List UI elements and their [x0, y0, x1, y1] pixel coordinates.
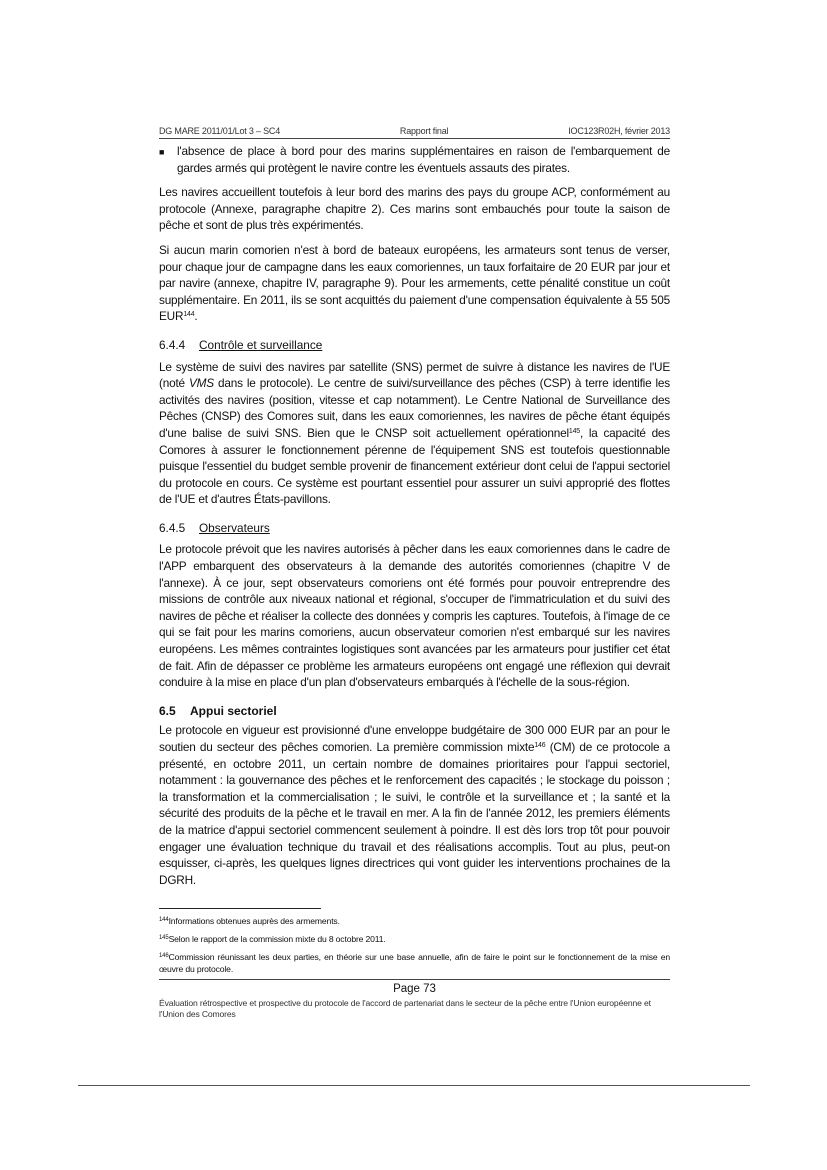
- footnote-separator: [159, 908, 321, 909]
- bullet-square-icon: ■: [159, 147, 165, 157]
- section-heading-644: [159, 337, 670, 354]
- bullet-text: l'absence de place à bord pour des marins supplémentaires en raison de l'embarquement de gardes armés qui protègent le navire contre les éventuels assauts des pirates.: [177, 144, 670, 175]
- paragraph-sectoral-support: Le protocole en vigueur est provisionné d'une enveloppe budgétaire de 300 000 EUR par an pour le soutien du secteur des pêches comorien. La première commission mixte$^{146}$ (CM) de ce protocole a présenté, en octobre 2011, un certain nombre de domaines prioritaires pour l'appui sectoriel, notamment : la gouvernance des pêches et le renforcement des capacités ; le stockage du poisson ; la transformation et la commercialisation ; le suivi, le contrôle et la surveillance et ; la santé et la sécurité des produits de la pêche et le travail en mer. A la fin de l'année 2012, les premiers éléments de la matrice d'appui sectoriel commencent seulement à poindre. Il est dès lors trop tôt pour pouvoir engager une évaluation technique du travail et des réalisations accomplis. Tout au plus, peut-on esquisser, ci-après, les quelques lignes directrices qui vont guider les interventions prochaines de la DGRH.: [159, 723, 670, 887]
- section-number: 6.4.5: [159, 520, 186, 535]
- header-right: IOC123R02H, février 2013: [568, 126, 670, 136]
- footnote-146: $^{146}$Commission réunissant les deux parties, en théorie sur une base annuelle, afin de faire le point sur le fonctionnement de la mise en œuvre du protocole.: [159, 952, 670, 975]
- paragraph-acp: Les navires accueillent toutefois à leur bord des marins des pays du groupe ACP, conformément au protocole (Annexe, paragraphe chapitre 2). Ces marins sont embauchés pour toute la saison de pêche et sont de plus très expérimentés.: [159, 185, 670, 233]
- header-center: Rapport final: [399, 126, 449, 136]
- footer-separator: [159, 979, 670, 980]
- footnote-145: $^{145}$Selon le rapport de la commission mixte du 8 octobre 2011.: [159, 934, 386, 945]
- section-title: Appui sectoriel: [190, 703, 277, 718]
- section-heading-645: [159, 520, 670, 537]
- footnote-144: $^{144}$Informations obtenues auprès des armements.: [159, 916, 340, 927]
- header-left: DG MARE 2011/01/Lot 3 – SC4: [159, 126, 280, 136]
- paragraph-observers: Le protocole prévoit que les navires autorisés à pêcher dans les eaux comoriennes dans le cadre de l'APP embarquent des observateurs à la demande des autorités comoriennes (chapitre V de l'annexe). À ce jour, sept observateurs comoriens ont été formés pour pouvoir entreprendre des missions de contrôle aux niveaux national et régional, s'occuper de l'immatriculation et du suivi des navires de pêche et réaliser la collecte des données y compris les captures. Toutefois, à l'image de ce qui se fait pour les marins comoriens, aucun observateur comorien n'est embarqué sur les navires européens. Les mêmes contraintes logistiques sont avancées par les armateurs pour justifier cet état de fait. Afin de dépasser ce problème les armateurs européens ont engagé une réflexion qui devrait conduire à la mise en place d'un plan d'observateurs embarqués à l'échelle de la sous-région.: [159, 542, 670, 690]
- footnote-ref-144[interactable]: 144: [183, 311, 195, 319]
- footer-text: Évaluation rétrospective et prospective du protocole de l'accord de partenariat dans le secteur de la pêche entre l'Union européenne et l'Union des Comores: [159, 997, 651, 1019]
- running-header: [159, 126, 670, 139]
- document-page: [159, 126, 670, 1020]
- section-title: Contrôle et surveillance: [199, 337, 323, 352]
- page-number: Page 73: [393, 983, 436, 996]
- footnote-ref-145[interactable]: 145: [568, 427, 580, 435]
- section-heading-65: [159, 703, 670, 720]
- paragraph-penalty: Si aucun marin comorien n'est à bord de bateaux européens, les armateurs sont tenus de verser, pour chaque jour de campagne dans les eaux comoriennes, un taux forfaitaire de 20 EUR par jour et par navire (annexe, chapitre IV, paragraphe 9). Pour les armements, cette pénalité constitue un coût supplémentaire. En 2011, ils se sont acquittés du paiement d'une compensation équivalente à 55 505 EUR$^{144}$.: [159, 242, 670, 324]
- vms-term: VMS: [188, 376, 214, 391]
- paragraph-sns: Le système de suivi des navires par satellite (SNS) permet de suivre à distance les navires de l'UE (noté VMS dans le protocole). Le centre de suivi/surveillance des pêches (CSP) à terre identifie les activités des navires (position, vitesse et cap notamment). Le Centre National de Surveillance des Pêches (CNSP) des Comores suit, dans les eaux comoriennes, les navires de pêche étant équipés d'une balise de suivi SNS. Bien que le CNSP soit actuellement opérationnel$^{145}$, la capacité des Comores à assurer le fonctionnement pérenne de l'équipement SNS est toutefois questionnable puisque l'essentiel du budget semble provenir de financement extérieur dont celui de l'appui sectoriel du protocole en cours. Ce système est pourtant essentiel pour assurer un suivi approprié des flottes de l'UE et d'autres États-pavillons.: [159, 359, 670, 507]
- section-title: Observateurs: [199, 520, 270, 535]
- page-bottom-rule: [78, 1085, 750, 1086]
- section-number: 6.5: [159, 703, 176, 718]
- section-number: 6.4.4: [159, 337, 186, 352]
- footnote-ref-146[interactable]: 146: [534, 742, 546, 749]
- bullet-item: [159, 143, 670, 176]
